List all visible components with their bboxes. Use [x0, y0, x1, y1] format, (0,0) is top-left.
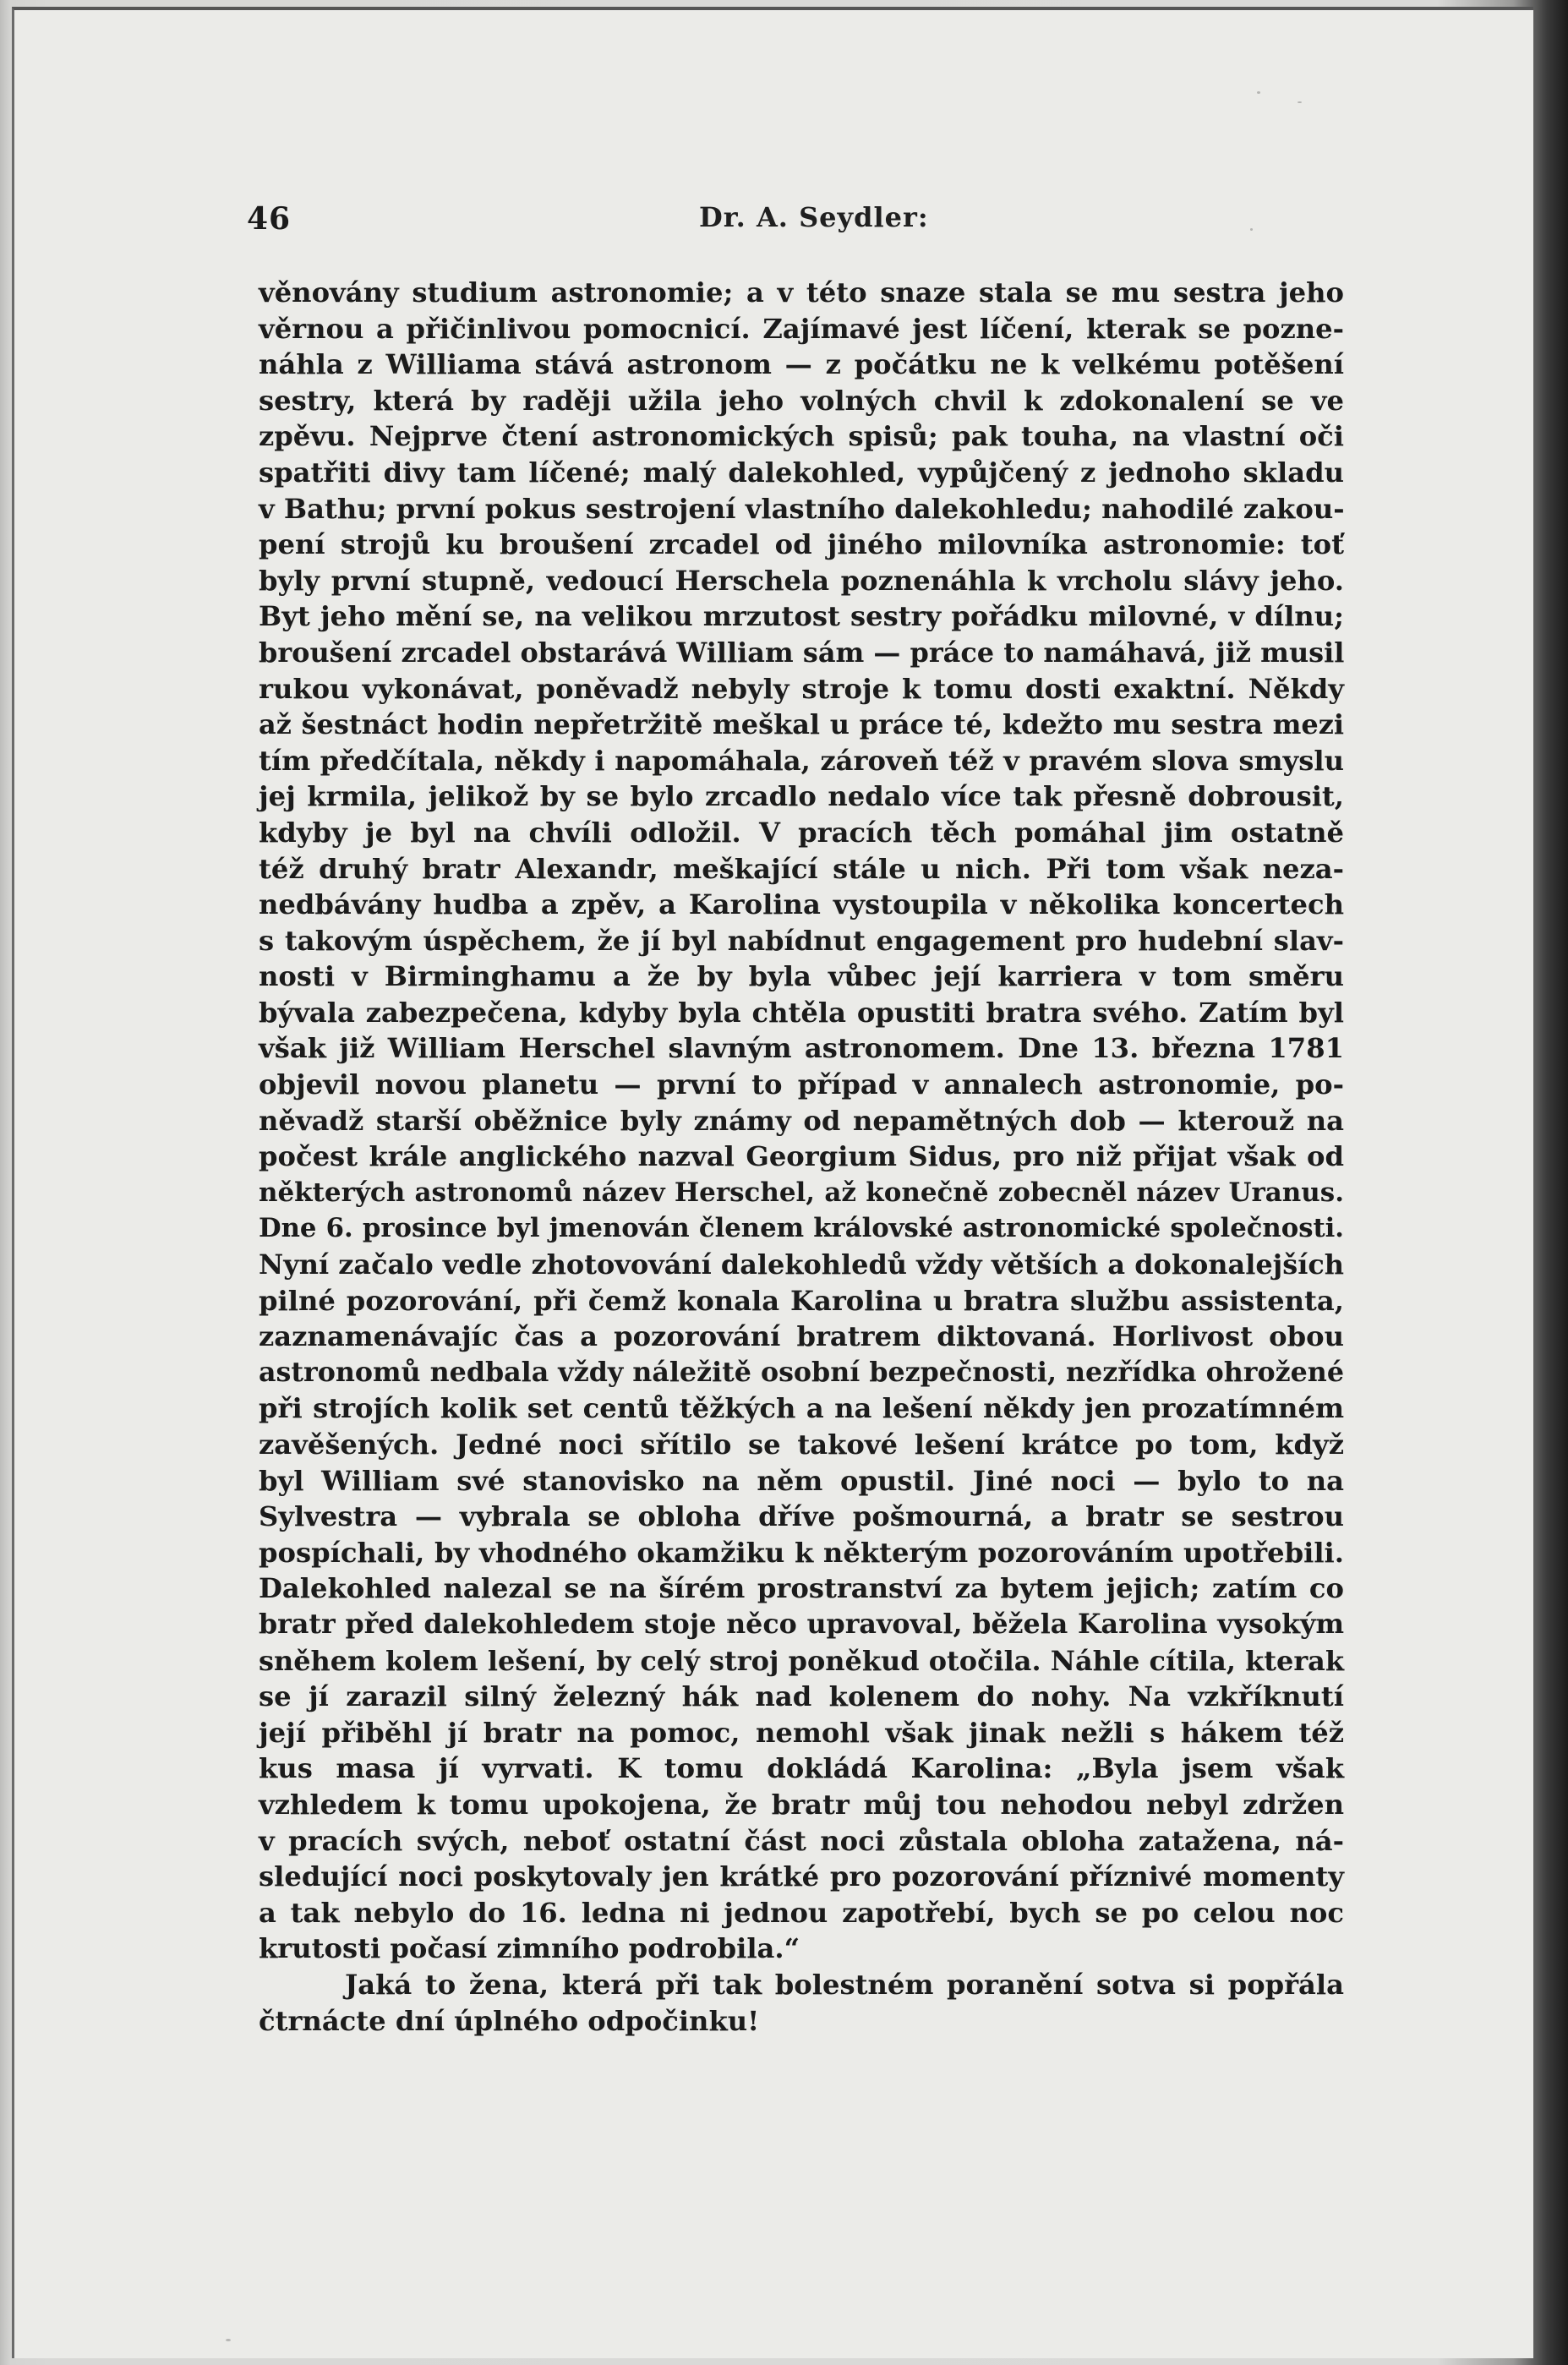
text-line: broušení zrcadel obstarává William sám — práce to namáhavá, již musil	[259, 636, 1345, 669]
text-line: objevil novou planetu — první to případ v annalech astronomie, po-	[259, 1068, 1344, 1101]
text-line: Dne 6. prosince byl jmenován členem královské astronomické společnosti.	[259, 1213, 1344, 1244]
text-line: rukou vykonávat, poněvadž nebyly stroje k tomu dosti exaktní. Někdy	[259, 672, 1344, 705]
text-line: kus masa jí vyrvati. K tomu dokládá Karolina: „Byla jsem však	[259, 1752, 1344, 1785]
text-line: bratr před dalekohledem stoje něco upravoval, běžela Karolina vysokým	[259, 1608, 1344, 1640]
text-line: pení strojů ku broušení zrcadel od jiného milovníka astronomie: toť	[259, 528, 1344, 561]
body-text	[259, 275, 1344, 2039]
text-line: jej krmila, jelikož by se bylo zrcadlo nedalo více tak přesně dobrousit,	[259, 780, 1344, 813]
text-line: tím předčítala, někdy i napomáhala, zároveň též v pravém slova smyslu	[259, 744, 1344, 777]
page-number: 46	[247, 201, 292, 237]
text-line: vzhledem k tomu upokojena, že bratr můj tou nehodou nebyl zdržen	[259, 1788, 1344, 1821]
text-line: její přiběhl jí bratr na pomoc, nemohl však jinak nežli s hákem též	[259, 1716, 1344, 1749]
page-header	[247, 201, 1329, 252]
text-line: Sylvestra — vybrala se obloha dříve pošmourná, a bratr se sestrou	[259, 1500, 1344, 1533]
text-line: nedbávány hudba a zpěv, a Karolina vystoupila v několika koncertech	[259, 888, 1344, 921]
paragraph-1	[259, 275, 1344, 1967]
text-line: sledující noci poskytovaly jen krátké pro pozorování příznivé momenty	[259, 1860, 1344, 1893]
text-line: některých astronomů název Herschel, až konečně zobecněl název Uranus.	[259, 1177, 1344, 1208]
text-line: v Bathu; první pokus sestrojení vlastního dalekohledu; nahodilé zakou-	[259, 492, 1345, 525]
text-line: bývala zabezpečena, kdyby byla chtěla opustiti bratra svého. Zatím byl	[259, 996, 1344, 1029]
text-line: spatřiti divy tam líčené; malý dalekohled, vypůjčený z jednoho skladu	[259, 456, 1344, 489]
text-line: čtrnácte dní úplného odpočinku!	[259, 2004, 760, 2037]
text-line: počest krále anglického nazval Georgium Sidus, pro niž přijat však od	[259, 1140, 1344, 1173]
text-line: byl William své stanovisko na něm opustil. Jiné noci — bylo to na	[259, 1464, 1344, 1497]
paragraph-2	[259, 1967, 1344, 2039]
text-line: se jí zarazil silný železný hák nad kolenem do nohy. Na vzkříknutí	[259, 1680, 1344, 1713]
text-line: zavěšených. Jedné noci sřítilo se takové lešení krátce po tom, když	[259, 1428, 1344, 1461]
text-line: též druhý bratr Alexandr, meškající stále u nich. Při tom však neza-	[259, 852, 1344, 885]
text-line: při strojích kolik set centů těžkých a na lešení někdy jen prozatímném	[259, 1392, 1344, 1425]
text-line: Byt jeho mění se, na velikou mrzutost sestry pořádku milovné, v dílnu;	[259, 600, 1344, 633]
text-line: nosti v Birminghamu a že by byla vůbec její karriera v tom směru	[259, 960, 1344, 993]
paper-speck	[226, 2339, 231, 2341]
text-line: pospíchali, by vhodného okamžiku k některým pozorováním upotřebili.	[259, 1536, 1344, 1569]
text-line: věnovány studium astronomie; a v této snaze stala se mu sestra jeho	[259, 276, 1344, 309]
text-line: Dalekohled nalezal se na šírém prostranství za bytem jejich; zatím co	[259, 1572, 1344, 1605]
text-line: byly první stupně, vedoucí Herschela poznenáhla k vrcholu slávy jeho.	[259, 564, 1344, 597]
text-line: s takovým úspěchem, že jí byl nabídnut engagement pro hudební slav-	[259, 924, 1344, 957]
text-line: sestry, která by raději užila jeho volných chvil k zdokonalení se ve	[259, 384, 1344, 417]
text-line: kdyby je byl na chvíli odložil. V pracích těch pomáhal jim ostatně	[259, 816, 1344, 849]
text-line: a tak nebylo do 16. ledna ni jednou zapotřebí, bych se po celou noc	[259, 1896, 1344, 1929]
text-line: Nyní začalo vedle zhotovování dalekohledů vždy větších a dokonalejších	[259, 1248, 1344, 1281]
text-line: náhla z Williama stává astronom — z počátku ne k velkému potěšení	[259, 348, 1344, 381]
running-head: Dr. A. Seydler:	[699, 201, 929, 233]
text-line: věrnou a přičinlivou pomocnicí. Zajímavé jest líčení, kterak se pozne-	[259, 312, 1344, 345]
text-line: zpěvu. Nejprve čtení astronomických spisů; pak touha, na vlastní oči	[259, 420, 1344, 453]
text-line: Jaká to žena, která při tak bolestném poranění sotva si popřála	[345, 1968, 1344, 2001]
text-line: sněhem kolem lešení, by celý stroj poněkud otočila. Náhle cítila, kterak	[259, 1644, 1344, 1677]
text-line: krutosti počasí zimního podrobila.“	[259, 1932, 800, 1965]
text-line: však již William Herschel slavným astronomem. Dne 13. března 1781	[259, 1032, 1344, 1065]
text-line: astronomů nedbala vždy náležitě osobní bezpečnosti, nezřídka ohrožené	[259, 1356, 1344, 1388]
text-line: zaznamenávajíc čas a pozorování bratrem diktovaná. Horlivost obou	[259, 1320, 1344, 1353]
text-line: něvadž starší oběžnice byly známy od nepamětných dob — kterouž na	[259, 1104, 1344, 1137]
text-line: až šestnáct hodin nepřetržitě meškal u práce té, kdežto mu sestra mezi	[259, 708, 1344, 741]
paper-speck	[1298, 101, 1302, 103]
paper-speck	[1257, 91, 1260, 94]
text-line: v pracích svých, neboť ostatní část noci zůstala obloha zatažena, ná-	[259, 1824, 1344, 1857]
text-line: pilné pozorování, při čemž konala Karolina u bratra službu assistenta,	[259, 1284, 1344, 1317]
